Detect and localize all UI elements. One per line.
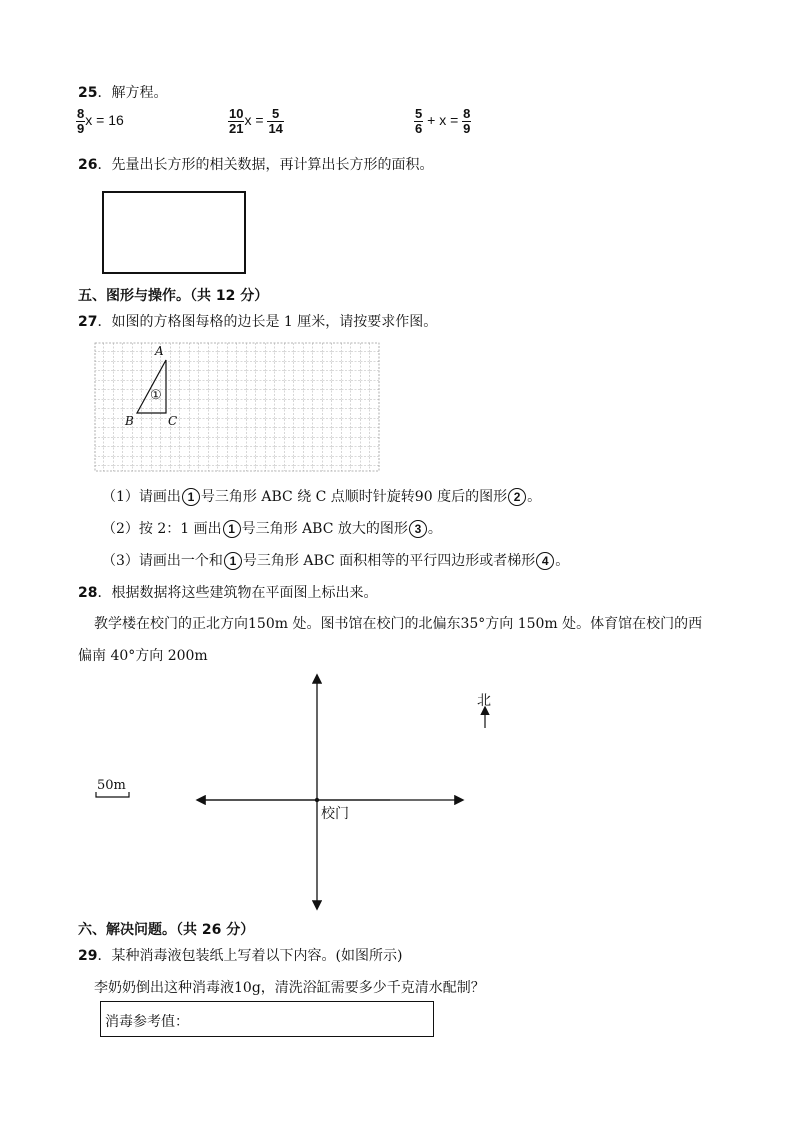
circle-number: 1: [224, 552, 242, 570]
circle-number: 3: [409, 520, 427, 538]
q27-sub1: （1）请画出 1 号三角形 ABC 绕 C 点顺时针旋转90 度后的图形 2 。: [102, 489, 542, 505]
north-label: 北: [477, 693, 491, 709]
label-a: A: [155, 344, 164, 358]
circle-number: 4: [536, 552, 554, 570]
q28-title: [78, 582, 377, 602]
q28-number: 28: [78, 585, 98, 601]
q29-title: [78, 945, 402, 965]
q29-question: 李奶奶倒出这种消毒液10g，清洗浴缸需要多少千克清水配制？: [94, 980, 485, 996]
section-6-title: 六、解决问题。（共 26 分）: [78, 922, 255, 938]
q27-number: 27: [78, 314, 98, 330]
circle-number: 1: [223, 520, 241, 538]
rectangle-figure: [102, 191, 246, 274]
label-triangle-1: ①: [150, 388, 162, 403]
q25-equation-2: [228, 107, 284, 135]
section-5-title: 五、图形与操作。（共 12 分）: [78, 288, 269, 304]
q25-title: [78, 82, 167, 102]
q28-text: ．根据数据将这些建筑物在平面图上标出来。: [97, 585, 378, 601]
equation-mid: + x =: [427, 111, 459, 128]
gate-label: 校门: [321, 806, 349, 822]
fraction: $\frac{10}{21}$: [229, 106, 244, 136]
q29-number: 29: [78, 948, 98, 964]
q26-number: 26: [78, 157, 98, 173]
label-b: B: [125, 414, 134, 428]
q25-number: 25: [78, 85, 98, 101]
q27-title: [78, 311, 437, 331]
equation-mid: x =: [244, 111, 264, 128]
q27-sub3: （3）请画出一个和 1 号三角形 ABC 面积相等的平行四边形或者梯形 4 。: [102, 553, 570, 569]
q26-title: [78, 154, 433, 174]
fraction: $\frac{5}{6}$: [415, 106, 423, 136]
gate-point: [315, 798, 319, 802]
scale-label: 50m: [97, 778, 126, 793]
circle-number: 1: [182, 488, 200, 506]
equation-rest: x = 16: [85, 111, 124, 128]
q26-text: ．先量出长方形的相关数据，再计算出长方形的面积。: [97, 157, 434, 173]
grid-figure: [94, 342, 380, 472]
compass-diagram: [90, 670, 490, 915]
label-c: C: [168, 414, 178, 428]
circle-number: 2: [508, 488, 526, 506]
q28-paragraph-line-1: 教学楼在校门的正北方向150m 处。图书馆在校门的北偏东35°方向 150m 处。体育馆在校门的西: [94, 616, 703, 632]
q25-text: ．解方程。: [97, 85, 168, 101]
q27-sub2: （2）按 2：1 画出 1 号三角形 ABC 放大的图形 3 。: [102, 521, 442, 537]
q25-equation-1: [76, 107, 124, 135]
q29-text: ．某种消毒液包装纸上写着以下内容。(如图所示): [97, 948, 403, 964]
q25-equation-3: [414, 107, 471, 135]
disinfectant-box: [100, 1001, 434, 1037]
fraction: $\frac{8}{9}$: [77, 106, 85, 136]
fraction: $\frac{5}{14}$: [268, 106, 283, 136]
q27-text: ．如图的方格图每格的边长是 1 厘米，请按要求作图。: [97, 314, 438, 330]
fraction: $\frac{8}{9}$: [463, 106, 471, 136]
q28-paragraph-line-2: 偏南 40°方向 200m: [78, 648, 208, 664]
disinfectant-box-label: 消毒参考值：: [105, 1014, 189, 1030]
